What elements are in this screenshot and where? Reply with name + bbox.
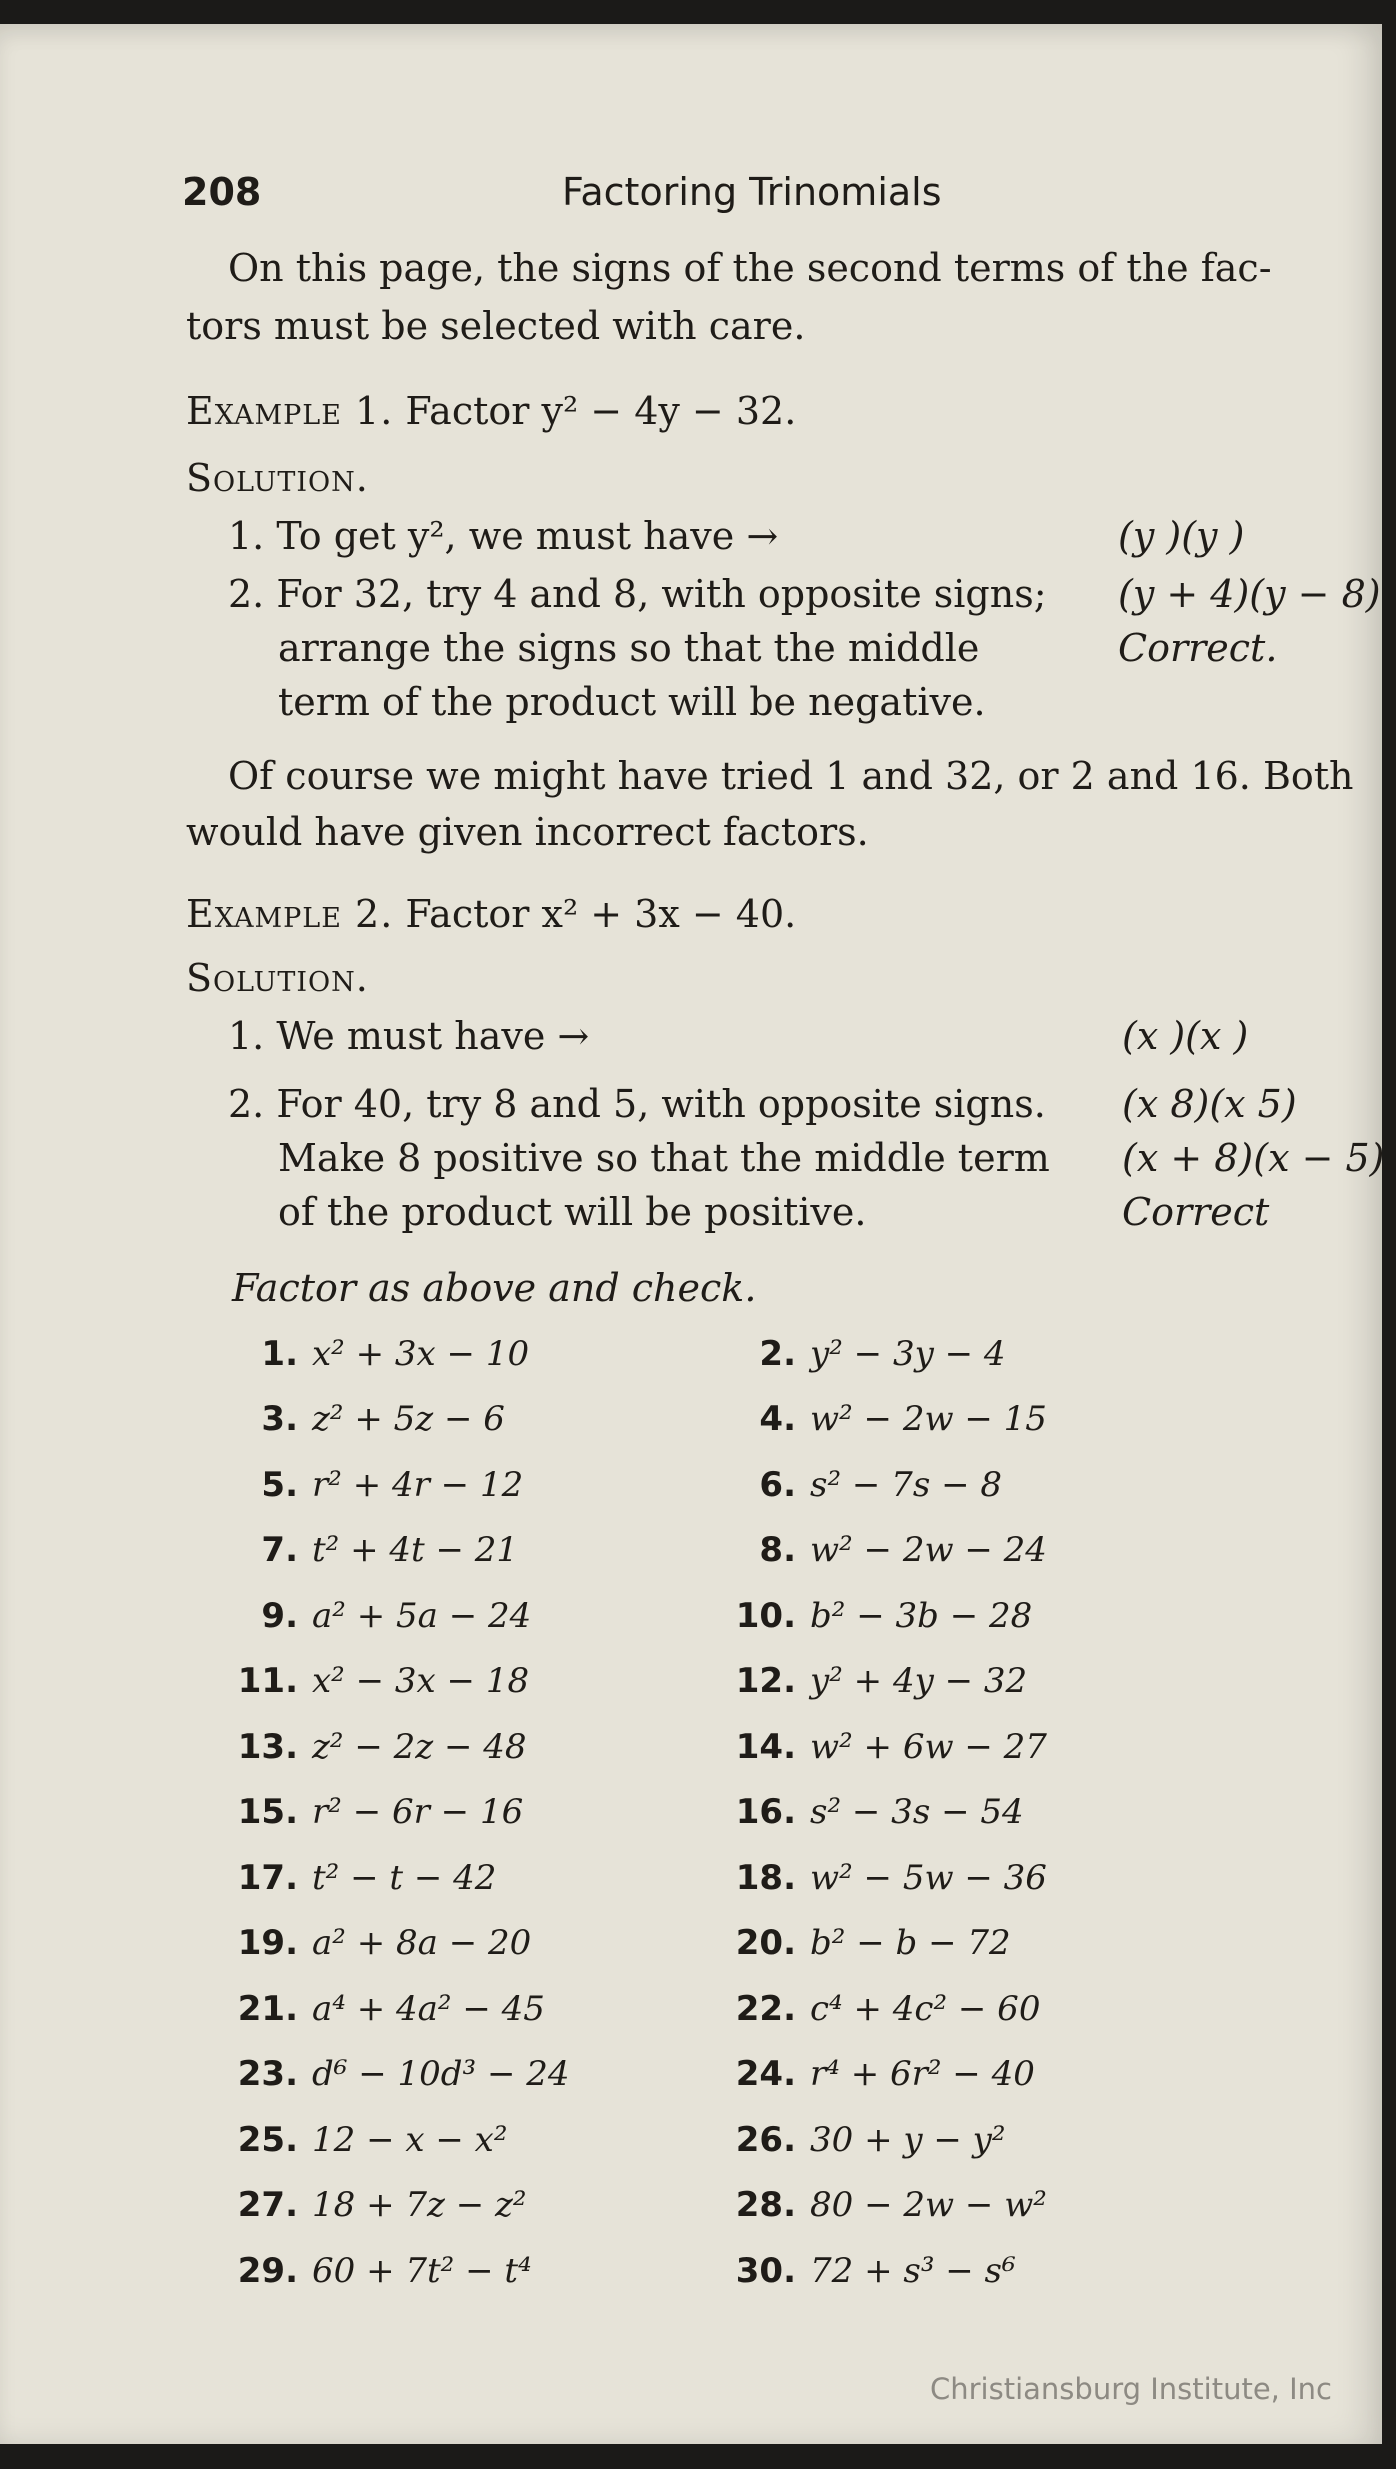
exercise-number: 8. — [759, 1530, 796, 1570]
exercise-number: 5. — [261, 1465, 298, 1505]
exercise-28 — [726, 2185, 1047, 2225]
exercise-expression: 18 + 7z − z² — [312, 2185, 527, 2225]
exercise-heading: Factor as above and check. — [232, 1266, 757, 1310]
exercise-expression: w² − 2w − 15 — [810, 1399, 1047, 1439]
exercise-number: 23. — [237, 2054, 298, 2094]
example1-solution-label: Solution. — [186, 456, 369, 500]
exercise-19 — [228, 1923, 531, 1963]
exercise-14 — [726, 1727, 1047, 1767]
exercise-17 — [228, 1858, 496, 1898]
exercise-number: 25. — [237, 2120, 298, 2160]
exercise-expression: y² − 3y − 4 — [810, 1334, 1006, 1374]
exercise-expression: a⁴ + 4a² − 45 — [312, 1989, 545, 2029]
exercise-number: 30. — [735, 2251, 796, 2291]
example2-title — [186, 892, 796, 936]
exercise-23 — [228, 2054, 570, 2094]
exercise-16 — [726, 1792, 1024, 1832]
book-page — [0, 24, 1385, 2444]
example1-step2-line2: arrange the signs so that the middle — [278, 626, 980, 670]
example2-step1-result: (x )(x ) — [1122, 1014, 1249, 1058]
page-header — [182, 170, 1362, 230]
exercise-expression: x² − 3x − 18 — [312, 1661, 530, 1701]
example2-prompt: Factor x² + 3x − 40. — [405, 892, 797, 936]
example1-title — [186, 389, 796, 433]
exercise-number: 14. — [735, 1727, 796, 1767]
example2-label: Example 2. — [186, 892, 394, 936]
exercise-number: 18. — [735, 1858, 796, 1898]
exercise-21 — [228, 1989, 545, 2029]
exercise-expression: b² − b − 72 — [810, 1923, 1011, 1963]
exercise-11 — [228, 1661, 529, 1701]
exercise-12 — [726, 1661, 1027, 1701]
exercise-number: 17. — [237, 1858, 298, 1898]
exercise-number: 3. — [261, 1399, 298, 1439]
exercise-expression: r² + 4r − 12 — [312, 1465, 524, 1505]
exercise-expression: z² + 5z − 6 — [312, 1399, 505, 1439]
exercise-number: 13. — [237, 1727, 298, 1767]
exercise-29 — [228, 2251, 532, 2291]
exercise-20 — [726, 1923, 1011, 1963]
exercise-expression: a² + 5a − 24 — [312, 1596, 532, 1636]
exercise-expression: d⁶ − 10d³ − 24 — [312, 2054, 570, 2094]
exercise-expression: x² + 3x − 10 — [312, 1334, 530, 1374]
exercise-25 — [228, 2120, 507, 2160]
exercise-expression: 80 − 2w − w² — [810, 2185, 1047, 2225]
running-title: Factoring Trinomials — [562, 170, 942, 214]
exercise-expression: s² − 3s − 54 — [810, 1792, 1024, 1832]
exercise-number: 20. — [735, 1923, 796, 1963]
intro-line-2: tors must be selected with care. — [186, 304, 806, 348]
exercise-10 — [726, 1596, 1032, 1636]
example2-step2-result-3: Correct — [1122, 1190, 1270, 1234]
example1-step2-note: Correct. — [1118, 626, 1278, 670]
exercise-number: 12. — [735, 1661, 796, 1701]
exercise-7 — [228, 1530, 518, 1570]
exercise-18 — [726, 1858, 1047, 1898]
exercise-expression: b² − 3b − 28 — [810, 1596, 1033, 1636]
exercise-number: 16. — [735, 1792, 796, 1832]
exercise-27 — [228, 2185, 527, 2225]
exercise-expression: s² − 7s − 8 — [810, 1465, 1002, 1505]
exercise-expression: t² − t − 42 — [312, 1858, 497, 1898]
exercise-number: 22. — [735, 1989, 796, 2029]
exercise-number: 26. — [735, 2120, 796, 2160]
watermark: Christiansburg Institute, Inc — [930, 2372, 1332, 2406]
exercise-expression: y² + 4y − 32 — [810, 1661, 1028, 1701]
example2-step2-result-2: (x + 8)(x − 5) — [1122, 1136, 1385, 1180]
exercise-1 — [228, 1334, 529, 1374]
exercise-expression: r⁴ + 6r² − 40 — [810, 2054, 1035, 2094]
example1-step1-result: (y )(y ) — [1118, 514, 1245, 558]
example1-after-line2: would have given incorrect factors. — [186, 810, 869, 854]
exercise-number: 27. — [237, 2185, 298, 2225]
example1-label: Example 1. — [186, 389, 394, 433]
exercise-expression: z² − 2z − 48 — [312, 1727, 527, 1767]
example1-step2-result: (y + 4)(y − 8) — [1118, 572, 1381, 616]
example2-step2-line2: Make 8 positive so that the middle term — [278, 1136, 1050, 1180]
example2-step2-line3: of the product will be positive. — [278, 1190, 867, 1234]
exercise-number: 21. — [237, 1989, 298, 2029]
exercise-number: 24. — [735, 2054, 796, 2094]
exercise-6 — [726, 1465, 1002, 1505]
exercise-expression: a² + 8a − 20 — [312, 1923, 532, 1963]
exercise-number: 10. — [735, 1596, 796, 1636]
exercise-5 — [228, 1465, 523, 1505]
exercise-expression: w² − 5w − 36 — [810, 1858, 1047, 1898]
exercise-30 — [726, 2251, 1016, 2291]
example1-prompt: Factor y² − 4y − 32. — [405, 389, 797, 433]
exercise-expression: 30 + y − y² — [810, 2120, 1006, 2160]
exercise-2 — [726, 1334, 1006, 1374]
exercise-26 — [726, 2120, 1006, 2160]
exercise-number: 7. — [261, 1530, 298, 1570]
exercise-4 — [726, 1399, 1047, 1439]
exercise-number: 1. — [261, 1334, 298, 1374]
intro-line-1: On this page, the signs of the second terms of the fac- — [228, 246, 1272, 290]
exercise-expression: w² − 2w − 24 — [810, 1530, 1047, 1570]
exercise-expression: 12 − x − x² — [312, 2120, 508, 2160]
exercise-expression: w² + 6w − 27 — [810, 1727, 1047, 1767]
exercise-expression: 72 + s³ − s⁶ — [810, 2251, 1016, 2291]
exercise-13 — [228, 1727, 527, 1767]
example2-solution-label: Solution. — [186, 956, 369, 1000]
example2-step2-line1: 2. For 40, try 8 and 5, with opposite signs. — [228, 1082, 1046, 1126]
exercise-expression: 60 + 7t² − t⁴ — [312, 2251, 532, 2291]
example1-step2-line1: 2. For 32, try 4 and 8, with opposite signs; — [228, 572, 1047, 616]
exercise-15 — [228, 1792, 523, 1832]
exercise-number: 9. — [261, 1596, 298, 1636]
example2-step2-result-1: (x 8)(x 5) — [1122, 1082, 1297, 1126]
example2-step1: 1. We must have → — [228, 1014, 590, 1058]
exercise-number: 19. — [237, 1923, 298, 1963]
exercise-22 — [726, 1989, 1040, 2029]
example1-step1: 1. To get y², we must have → — [228, 514, 779, 558]
exercise-24 — [726, 2054, 1035, 2094]
exercise-number: 28. — [735, 2185, 796, 2225]
exercise-number: 6. — [759, 1465, 796, 1505]
exercise-expression: r² − 6r − 16 — [312, 1792, 524, 1832]
exercise-number: 11. — [237, 1661, 298, 1701]
exercise-9 — [228, 1596, 531, 1636]
exercise-3 — [228, 1399, 505, 1439]
page-number: 208 — [182, 170, 262, 214]
exercise-number: 4. — [759, 1399, 796, 1439]
exercise-number: 15. — [237, 1792, 298, 1832]
exercise-expression: c⁴ + 4c² − 60 — [810, 1989, 1041, 2029]
exercise-number: 29. — [237, 2251, 298, 2291]
example1-after-line1: Of course we might have tried 1 and 32, or 2 and 16. Both — [228, 754, 1354, 798]
exercise-8 — [726, 1530, 1047, 1570]
exercise-expression: t² + 4t − 21 — [312, 1530, 519, 1570]
exercise-number: 2. — [759, 1334, 796, 1374]
example1-step2-line3: term of the product will be negative. — [278, 680, 986, 724]
